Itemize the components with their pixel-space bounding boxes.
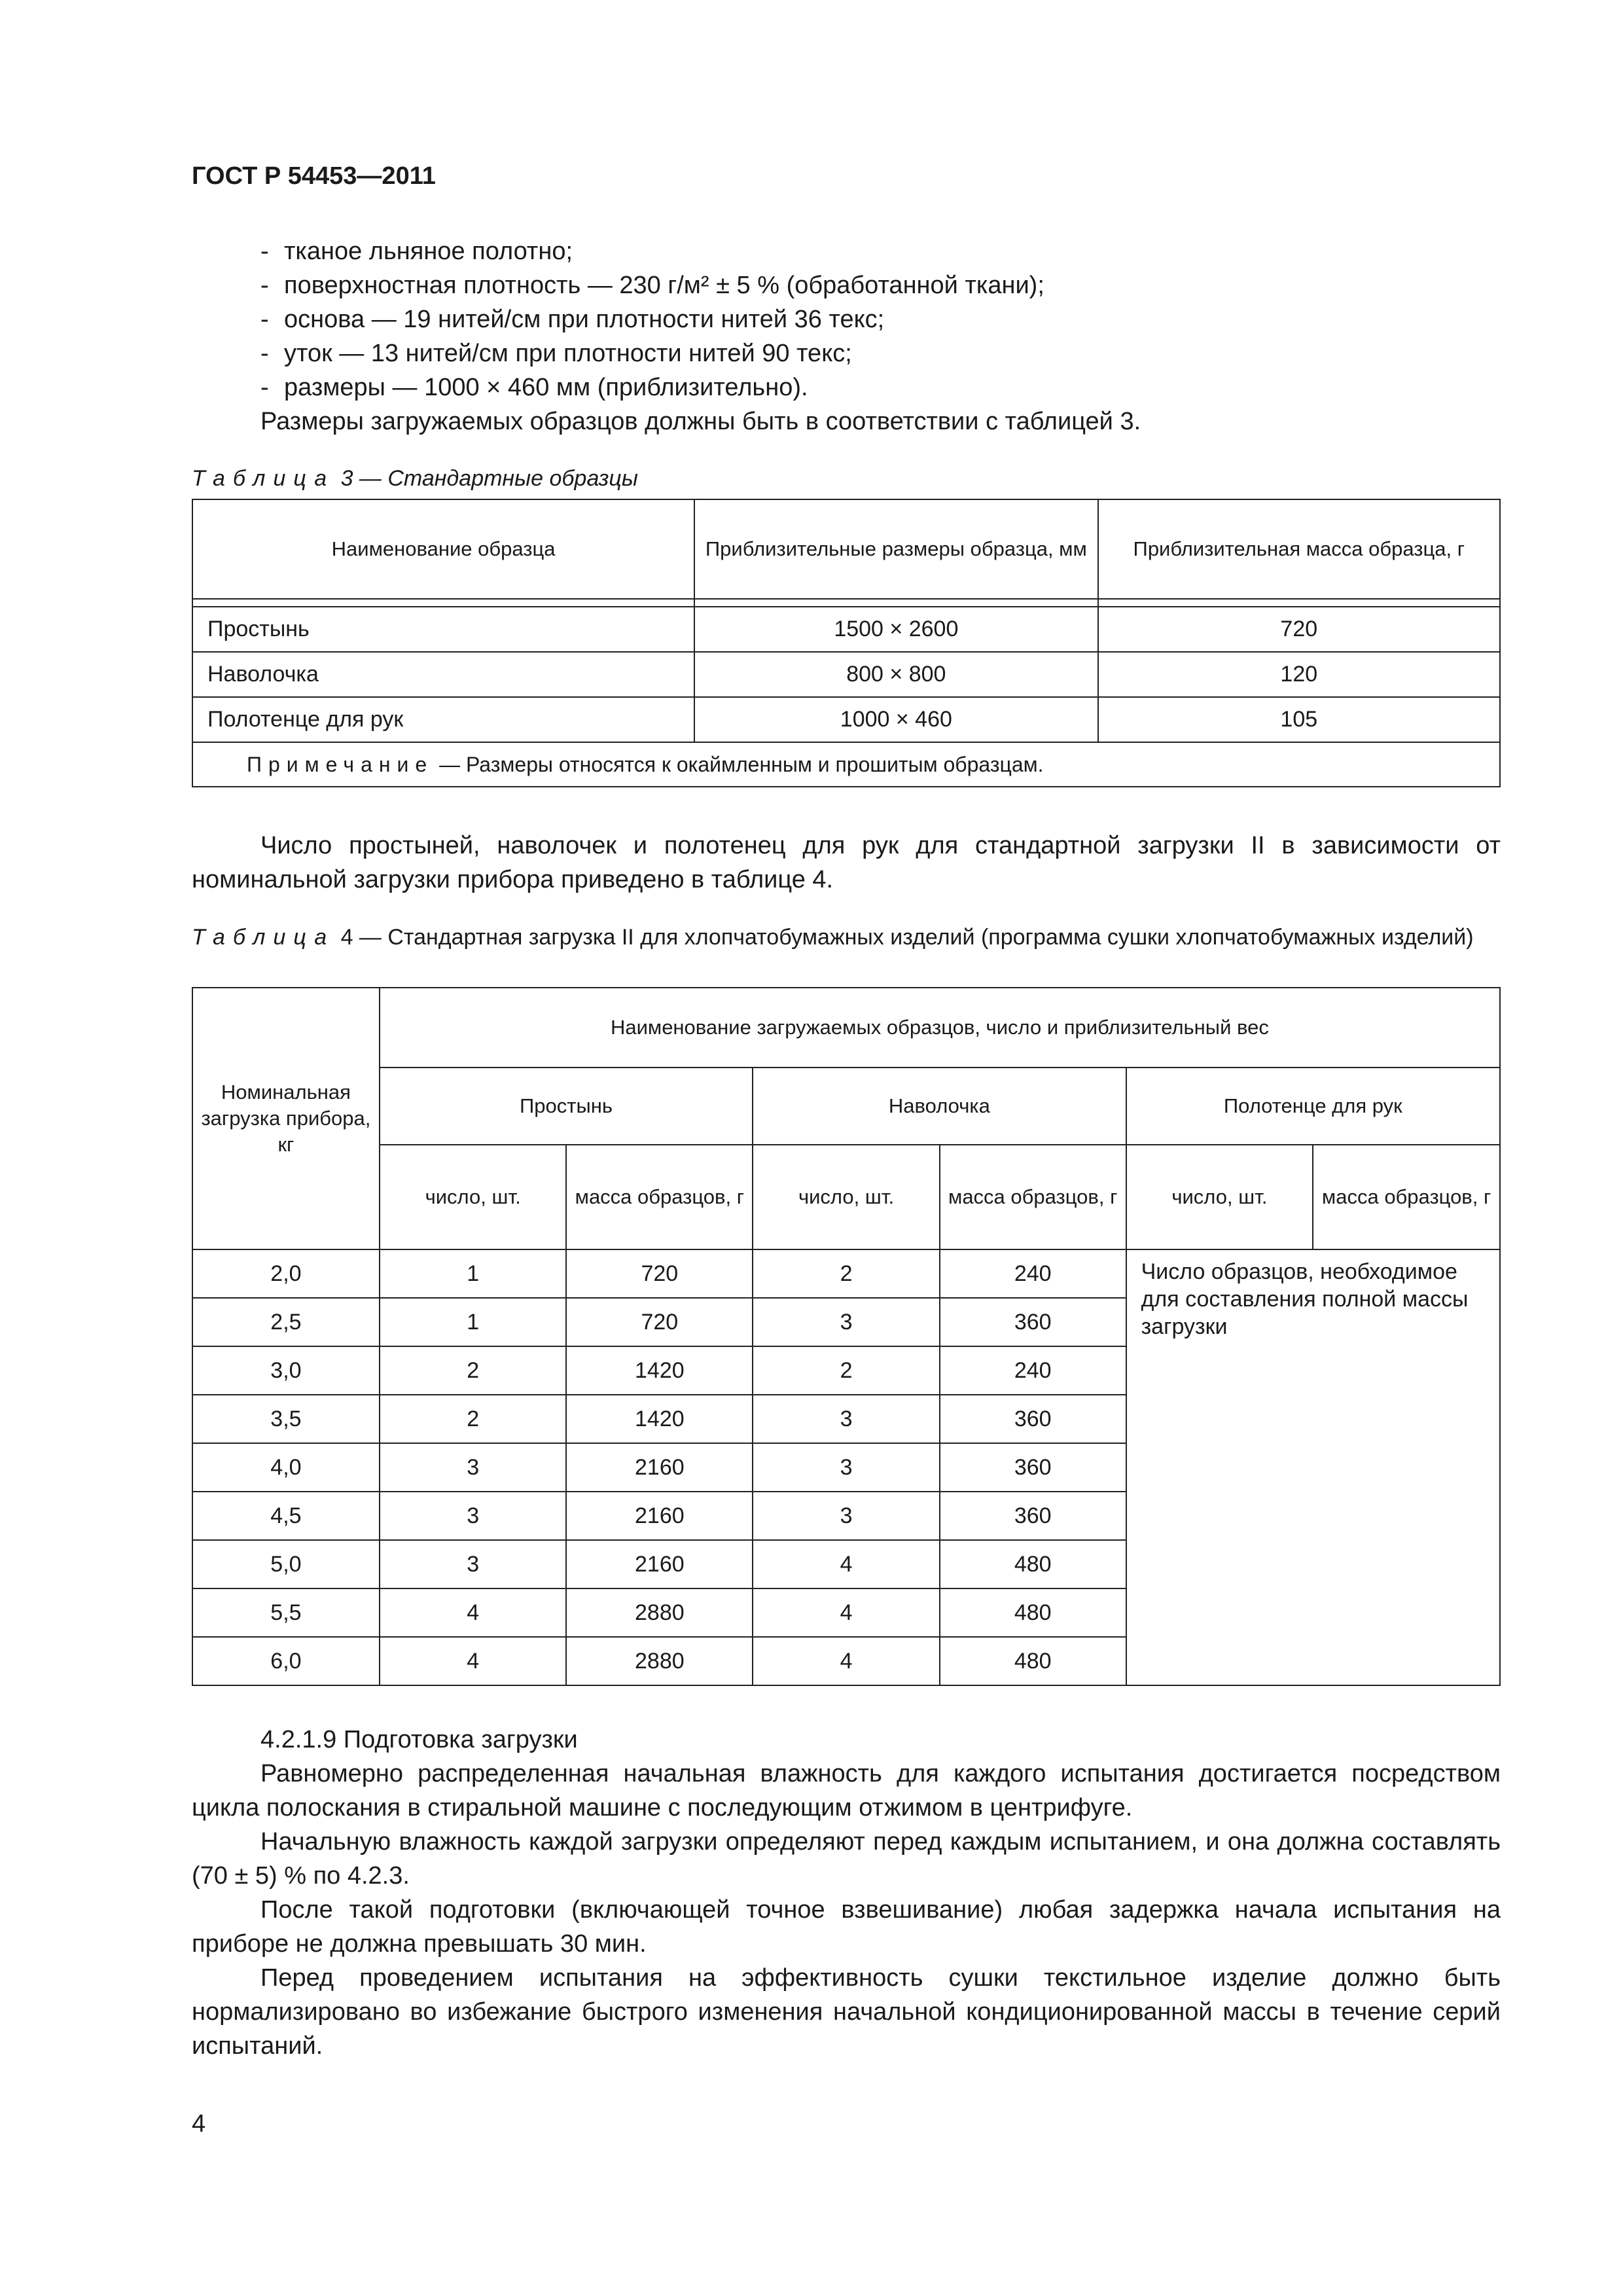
page-number: 4 [192, 2110, 206, 2138]
table4-header-nominal: Номинальная загрузка прибора, кг [192, 988, 380, 1249]
table4-subheader-count: число, шт. [1126, 1145, 1313, 1249]
table-standard-samples [192, 499, 1501, 787]
sizes-paragraph: Размеры загружаемых образцов должны быть в соответствии с таблицей 3. [260, 408, 1141, 435]
table-row: 3,0 2 1420 2 240 [192, 1346, 1500, 1395]
table-row: 5,5 4 2880 4 480 [192, 1588, 1500, 1637]
body-paragraph: Равномерно распределенная начальная влажность для каждого испытания достигается посредством цикла полоскания в стиральной машине с последующим отжимом в центрифуге. [192, 1760, 1501, 1821]
list-item: - уток — 13 нитей/см при плотности нитей 90 текс; [260, 340, 852, 367]
table4-caption: Таблица 4 — Стандартная загрузка II для хлопчатобумажных изделий (программа сушки хлопчатобумажных изделий) [192, 925, 1474, 950]
list-item: - поверхностная плотность — 230 г/м² ± 5 % (обработанной ткани); [260, 272, 1044, 299]
table4-subheader-count: число, шт. [380, 1145, 567, 1249]
table4-header-group: Наименование загружаемых образцов, число и приблизительный вес [380, 988, 1500, 1067]
table3-caption: Таблица 3 — Стандартные образцы [192, 466, 638, 491]
table-row: 4,5 3 2160 3 360 [192, 1492, 1500, 1540]
table3-note: Примечание — Размеры относятся к окаймленным и прошитым образцам. [192, 742, 1500, 787]
body-paragraph: Перед проведением испытания на эффективность сушки текстильное изделие должно быть нормализировано во избежание быстрого изменения начальной кондиционированной массы в течение серий испытаний. [192, 1964, 1501, 2060]
list-item: - размеры — 1000 × 460 мм (приблизительно). [260, 374, 808, 401]
table-row: 2,5 1 720 3 360 [192, 1298, 1500, 1346]
table-row: Полотенце для рук 1000 × 460 105 [192, 697, 1500, 742]
table4-header-pillowcase: Наволочка [753, 1067, 1126, 1145]
table3-header-mass: Приблизительная масса образца, г [1098, 499, 1500, 599]
table-row: 4,0 3 2160 3 360 [192, 1443, 1500, 1492]
table3-header-name: Наименование образца [192, 499, 694, 599]
count-paragraph: Число простыней, наволочек и полотенец для рук для стандартной загрузки II в зависимости от номинальной загрузки прибора приведено в таблице 4. [192, 832, 1501, 893]
document-code: ГОСТ Р 54453—2011 [192, 162, 436, 190]
table4-header-sheet: Простынь [380, 1067, 753, 1145]
table3-header-size: Приблизительные размеры образца, мм [694, 499, 1097, 599]
body-paragraph: После такой подготовки (включающей точное взвешивание) любая задержка начала испытания на приборе не должна превышать 30 мин. [192, 1896, 1501, 1958]
towel-note: Число образцов, необходимое для составления полной массы загрузки [1126, 1249, 1500, 1685]
spec-list [260, 234, 1504, 404]
table4-header-towel: Полотенце для рук [1126, 1067, 1500, 1145]
table4-subheader-mass: масса образцов, г [940, 1145, 1126, 1249]
table4-subheader-count: число, шт. [753, 1145, 940, 1249]
section-title: 4.2.1.9 Подготовка загрузки [260, 1726, 578, 1753]
list-item: - основа — 19 нитей/см при плотности нитей 36 текс; [260, 306, 885, 333]
table-row: 5,0 3 2160 4 480 [192, 1540, 1500, 1588]
table4-subheader-mass: масса образцов, г [566, 1145, 753, 1249]
list-item: - тканое льняное полотно; [260, 238, 573, 265]
table-standard-load [192, 987, 1501, 1686]
table-row: Простынь 1500 × 2600 720 [192, 607, 1500, 652]
table-row: 3,5 2 1420 3 360 [192, 1395, 1500, 1443]
table4-subheader-mass: масса образцов, г [1313, 1145, 1500, 1249]
table-row: 2,0 1 720 2 240 Число образцов, необходимое для составления полной массы загрузки [192, 1249, 1500, 1298]
table-row: Наволочка 800 × 800 120 [192, 652, 1500, 697]
body-paragraph: Начальную влажность каждой загрузки определяют перед каждым испытанием, и она должна составлять (70 ± 5) % по 4.2.3. [192, 1828, 1501, 1890]
table-row: 6,0 4 2880 4 480 [192, 1637, 1500, 1685]
